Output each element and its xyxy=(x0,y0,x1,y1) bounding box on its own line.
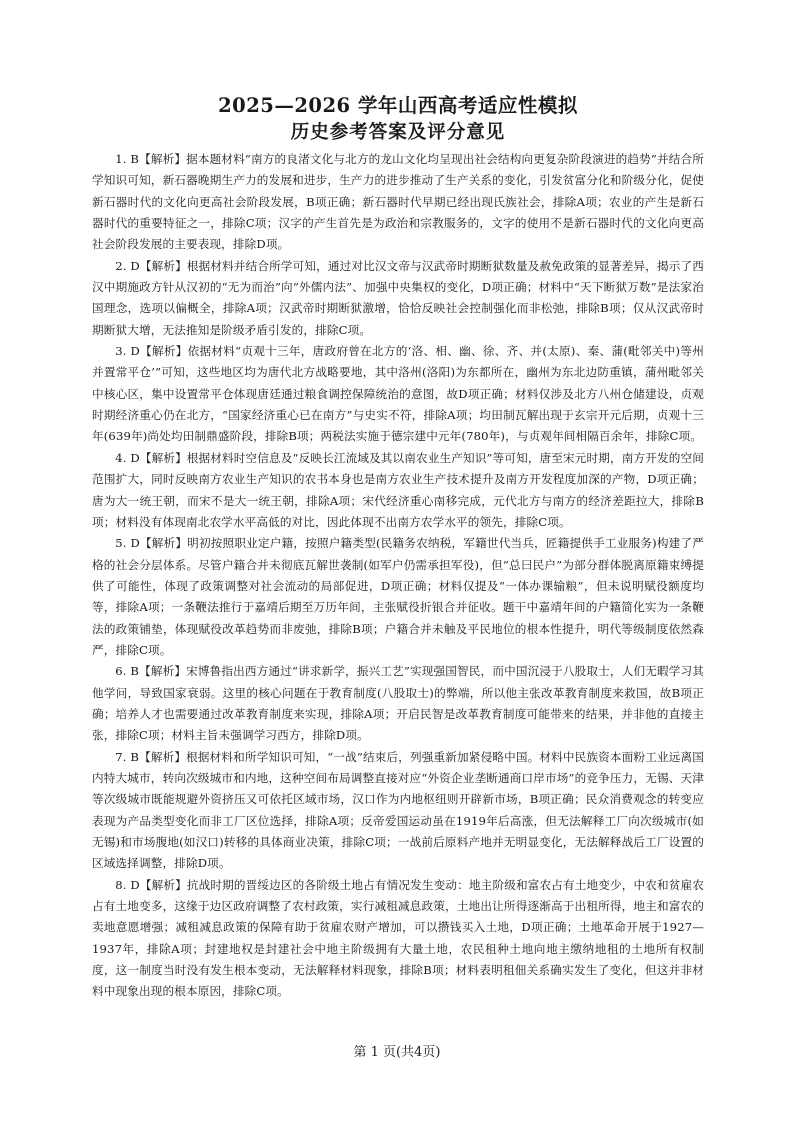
exam-title: 2025—2026 学年山西高考适应性模拟 xyxy=(218,94,578,117)
answer-item-1: 1. B【解析】据本题材料“南方的良渚文化与北方的龙山文化均呈现出社会结构向更复杂阶段演进的趋势”并结合所学知识可知，新石器晚期生产力的发展和进步，生产力的进步推动了生产关系的变化，引发贫富分化和阶级分化，促使新石器时代的文化向更高社会阶段发展，B项正确；新石器时代早期已经出现氏族社会，排除A项；农业的产生是新石器时代的重要特征之一，排除C项；汉字的产生首先是为政治和宗教服务的，文字的使用不是新石器时代的文化向更高社会阶段发展的主要表现，排除D项。 xyxy=(92,152,704,252)
answer-item-4: 4. D【解析】根据材料时空信息及“反映长江流域及其以南农业生产知识”等可知，唐至宋元时期，南方开发的空间范围扩大，同时反映南方农业生产知识的农书本身也是南方农业生产技术提升及南方开发程度加深的产物，D项正确；唐为大一统王朝，而宋不是大一统王朝，排除A项；宋代经济重心南移完成，元代北方与南方的经济差距拉大，排除B项；材料没有体现南北农学水平高低的对比，因此体现不出南方农学水平的领先，排除C项。 xyxy=(92,450,704,529)
answer-item-5: 5. D【解析】明初按照职业定户籍，按照户籍类型(民籍务农纳税，军籍世代当兵，匠籍提供手工业服务)构建了严格的社会分层体系。尽管户籍合并未彻底瓦解世袭制(如军户仍需承担军役)，但“总曰民户”为部分群体脱离原籍束缚提供了可能性，体现了政策调整对社会流动的局部促进，D项正确；材料仅提及“一体办课输粮”，但未说明赋役额度均等，排除A项；一条鞭法推行于嘉靖后期至万历年间，主张赋役折银合并征收。题干中嘉靖年间的户籍简化实为一条鞭法的政策铺垫，体现赋役改革趋势而非废弛，排除B项；户籍合并未触及平民地位的根本性提升，明代等级制度依然森严，排除C项。 xyxy=(92,536,704,657)
answer-item-7: 7. B【解析】根据材料和所学知识可知，“一战”结束后，列强重新加紧侵略中国。材料中民族资本面粉工业远离国内特大城市，转向次级城市和内地，这种空间布局调整直接对应“外资企业垄断通商口岸市场”的竞争压力，无锡、天津等次级城市既能规避外资挤压又可依托区域市场，汉口作为内地枢纽则开辟新市场，B项正确；民众消费观念的转变应表现为产品类型变化而非工厂区位选择，排除A项；反帝爱国运动虽在1919年后高涨，但无法解释工厂向次级城市(如无锡)和市场腹地(如汉口)转移的具体商业决策，排除C项；一战前后原料产地并无明显变化，无法解释战后工厂设置的区域选择调整，排除D项。 xyxy=(92,749,704,871)
document-page xyxy=(92,94,704,1003)
answer-item-6: 6. B【解析】宋博鲁指出西方通过“讲求新学，振兴工艺”实现强国智民，而中国沉浸于八股取士，人们无暇学习其他学问，导致国家衰弱。这里的核心问题在于教育制度(八股取士)的弊端，所以他主张改革教育制度来救国，故B项正确；培养人才也需要通过改革教育制度来实现，排除A项；开启民智是改革教育制度可能带来的结果，并非他的直接主张，排除C项；材料主旨未强调学习西方，排除D项。 xyxy=(92,664,704,743)
answer-key-subtitle: 历史参考答案及评分意见 xyxy=(290,122,506,143)
page-number: 第 1 页(共4页) xyxy=(353,1045,441,1060)
answer-item-8: 8. D【解析】抗战时期的晋绥边区的各阶级土地占有情况发生变动：地主阶级和富农占有土地变少，中农和贫雇农占有土地变多，这缘于边区政府调整了农村政策，实行减租减息政策，土地出让所得逐渐高于出租所得，地主和富农的卖地意愿增强；减租减息政策的保障有助于贫雇农财产增加，可以攒钱买入土地，D项正确；土地革命开展于1927—1937年，排除A项；封建地权是封建社会中地主阶级拥有大量土地，农民租种土地向地主缴纳地租的土地所有权制度，这一制度当时没有发生根本变动，无法解释材料现象，排除B项；材料表明租佃关系确实发生了变化，但这并非材料中现象出现的根本原因，排除C项。 xyxy=(92,877,704,999)
answer-item-3: 3. D【解析】依据材料“贞观十三年，唐政府曾在北方的‘洛、相、幽、徐、齐、并(太原)、秦、蒲(毗邻关中)等州并置常平仓’”可知，这些地区均为唐代北方战略要地，其中洛州(洛阳)为东都所在，幽州为东北边防重镇，蒲州毗邻关中核心区，集中设置常平仓体现唐廷通过粮食调控保障统治的意图，故D项正确；材料仅涉及北方八州仓储建设，贞观时期经济重心仍在北方，“国家经济重心已在南方”与史实不符，排除A项；均田制瓦解出现于玄宗开元后期，贞观十三年(639年)尚处均田制鼎盛阶段，排除B项；两税法实施于德宗建中元年(780年)，与贞观年间相隔百余年，排除C项。 xyxy=(92,344,704,444)
answer-item-2: 2. D【解析】根据材料并结合所学可知，通过对比汉文帝与汉武帝时期断狱数量及赦免政策的显著差异，揭示了西汉中期施政方针从汉初的“无为而治”向“外儒内法”、加强中央集权的变化，D项正确；材料中“天下断狱万数”是法家治国理念，选项以偏概全，排除A项；汉武帝时期断狱激增，恰恰反映社会控制强化而非松弛，排除B项；仅从汉武帝时期断狱大增，无法推知是阶级矛盾引发的，排除C项。 xyxy=(92,258,704,337)
